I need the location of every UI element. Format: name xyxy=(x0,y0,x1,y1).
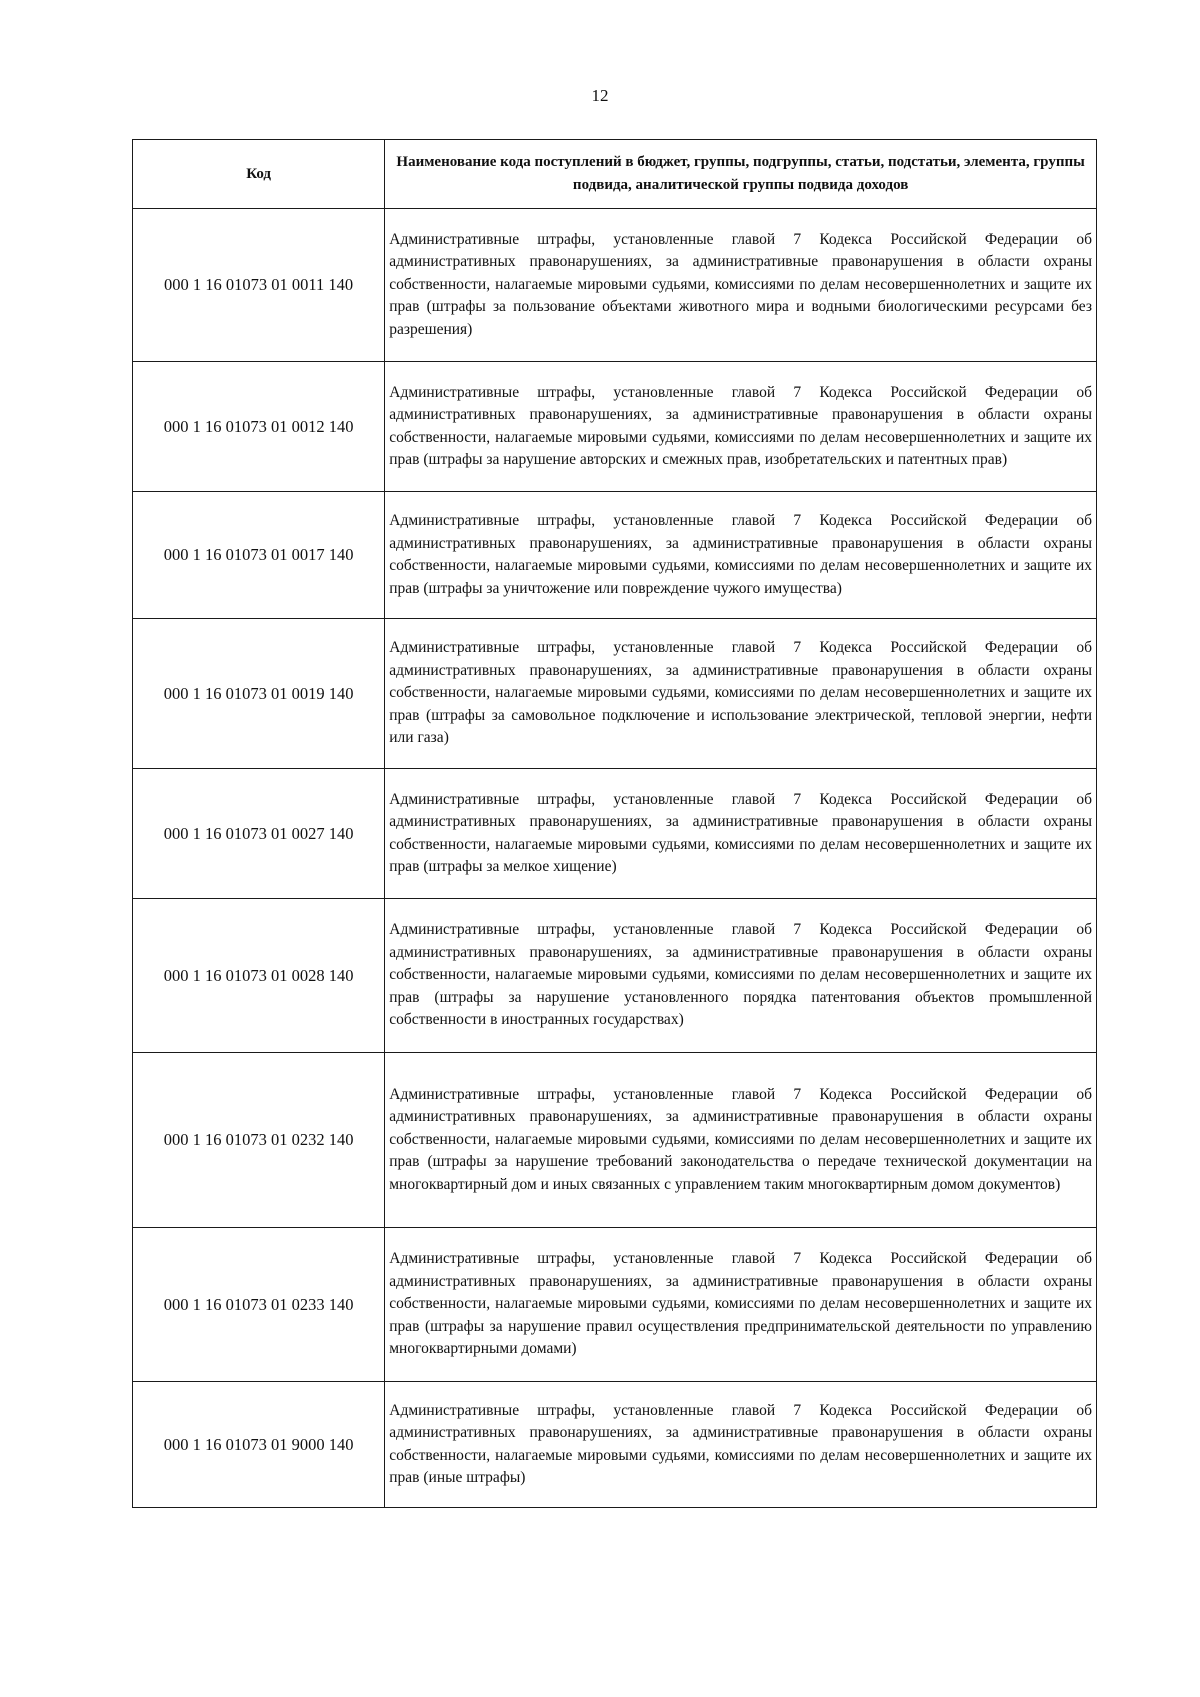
page-number: 12 xyxy=(591,86,609,105)
name-cell: Административные штрафы, установленные главой 7 Кодекса Российской Федерации об административных правонарушениях, за административные правонарушения в области охраны собственности, налагаемые мировыми судьями, комиссиями по делам несовершеннолетних и защите их прав (штрафы за пользование объектами животного мира и водными биологическими ресурсами без разрешения) xyxy=(385,209,1097,362)
table-row xyxy=(133,362,1097,492)
name-cell: Административные штрафы, установленные главой 7 Кодекса Российской Федерации об административных правонарушениях, за административные правонарушения в области охраны собственности, налагаемые мировыми судьями, комиссиями по делам несовершеннолетних и защите их прав (штрафы за уничтожение или повреждение чужого имущества) xyxy=(385,492,1097,619)
table-row xyxy=(133,899,1097,1053)
table-row xyxy=(133,1382,1097,1508)
code-cell: 000 1 16 01073 01 0011 140 xyxy=(133,209,385,362)
code-cell: 000 1 16 01073 01 0028 140 xyxy=(133,899,385,1053)
name-cell: Административные штрафы, установленные главой 7 Кодекса Российской Федерации об административных правонарушениях, за административные правонарушения в области охраны собственности, налагаемые мировыми судьями, комиссиями по делам несовершеннолетних и защите их прав (штрафы за нарушение установленного порядка патентования объектов промышленной собственности в иностранных государствах) xyxy=(385,899,1097,1053)
table-row xyxy=(133,1228,1097,1382)
table-header-row xyxy=(133,140,1097,209)
name-cell: Административные штрафы, установленные главой 7 Кодекса Российской Федерации об административных правонарушениях, за административные правонарушения в области охраны собственности, налагаемые мировыми судьями, комиссиями по делам несовершеннолетних и защите их прав (штрафы за нарушение требований законодательства о передаче технической документации на многоквартирный дом и иных связанных с управлением таким многоквартирным домом документов) xyxy=(385,1053,1097,1228)
code-cell: 000 1 16 01073 01 0017 140 xyxy=(133,492,385,619)
table-row xyxy=(133,619,1097,769)
code-cell: 000 1 16 01073 01 9000 140 xyxy=(133,1382,385,1508)
code-cell: 000 1 16 01073 01 0233 140 xyxy=(133,1228,385,1382)
table-row xyxy=(133,1053,1097,1228)
code-cell: 000 1 16 01073 01 0019 140 xyxy=(133,619,385,769)
table-row xyxy=(133,492,1097,619)
name-cell: Административные штрафы, установленные главой 7 Кодекса Российской Федерации об административных правонарушениях, за административные правонарушения в области охраны собственности, налагаемые мировыми судьями, комиссиями по делам несовершеннолетних и защите их прав (штрафы за мелкое хищение) xyxy=(385,769,1097,899)
name-cell: Административные штрафы, установленные главой 7 Кодекса Российской Федерации об административных правонарушениях, за административные правонарушения в области охраны собственности, налагаемые мировыми судьями, комиссиями по делам несовершеннолетних и защите их прав (штрафы за нарушение правил осуществления предпринимательской деятельности по управлению многоквартирными домами) xyxy=(385,1228,1097,1382)
name-cell: Административные штрафы, установленные главой 7 Кодекса Российской Федерации об административных правонарушениях, за административные правонарушения в области охраны собственности, налагаемые мировыми судьями, комиссиями по делам несовершеннолетних и защите их прав (иные штрафы) xyxy=(385,1382,1097,1508)
code-cell: 000 1 16 01073 01 0232 140 xyxy=(133,1053,385,1228)
revenue-codes-table xyxy=(132,139,1097,1508)
header-name: Наименование кода поступлений в бюджет, группы, подгруппы, статьи, подстатьи, элемента, группы подвида, аналитической группы подвида доходов xyxy=(385,140,1097,209)
table-row xyxy=(133,769,1097,899)
name-cell: Административные штрафы, установленные главой 7 Кодекса Российской Федерации об административных правонарушениях, за административные правонарушения в области охраны собственности, налагаемые мировыми судьями, комиссиями по делам несовершеннолетних и защите их прав (штрафы за нарушение авторских и смежных прав, изобретательских и патентных прав) xyxy=(385,362,1097,492)
code-cell: 000 1 16 01073 01 0012 140 xyxy=(133,362,385,492)
header-code: Код xyxy=(133,140,385,209)
code-cell: 000 1 16 01073 01 0027 140 xyxy=(133,769,385,899)
name-cell: Административные штрафы, установленные главой 7 Кодекса Российской Федерации об административных правонарушениях, за административные правонарушения в области охраны собственности, налагаемые мировыми судьями, комиссиями по делам несовершеннолетних и защите их прав (штрафы за самовольное подключение и использование электрической, тепловой энергии, нефти или газа) xyxy=(385,619,1097,769)
table-row xyxy=(133,209,1097,362)
